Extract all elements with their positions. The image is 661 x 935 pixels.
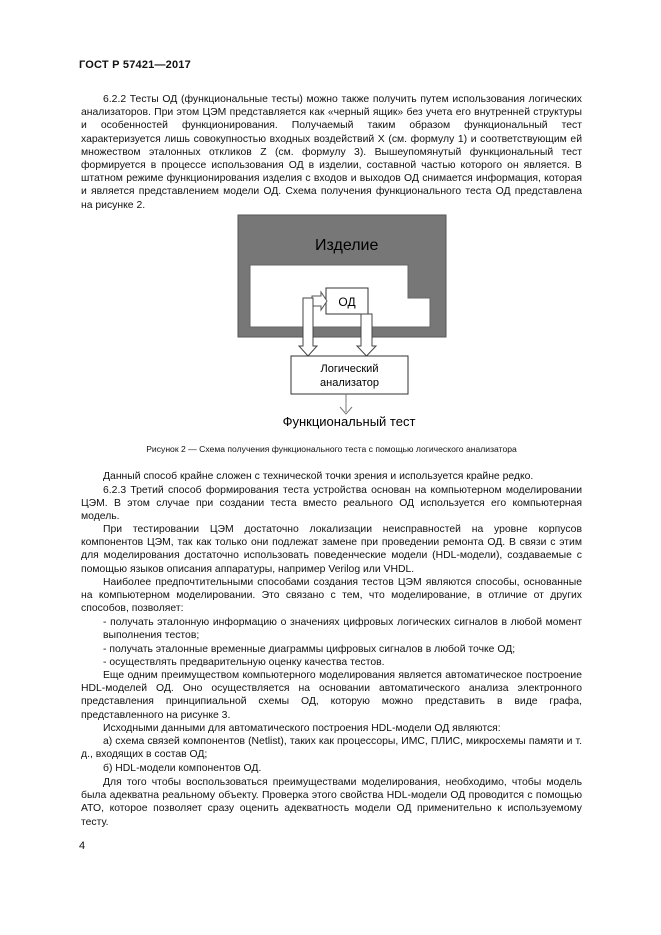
paragraph-difficulty: Данный способ крайне сложен с технической точки зрения и используется крайне редко. xyxy=(103,471,534,482)
bullet-reference-info: - получать эталонную информацию о значениях цифровых логических сигналов в любой момент выполнения тестов; xyxy=(103,617,582,642)
paragraph-6-2-3: 6.2.3 Третий способ формирования теста устройства основан на компьютерном моделировании ЦЭМ. В этом случае при создании теста вместо реального ОД используется его компьютерная модель. xyxy=(81,485,582,523)
functional-test-label: Функциональный тест xyxy=(282,414,416,429)
figure-2 xyxy=(230,210,470,432)
figure-caption: Рисунок 2 — Схема получения функционального теста с помощью логического анализатора xyxy=(146,444,517,454)
analyzer-label-line-2: анализатор xyxy=(320,377,379,389)
functional-test-diagram xyxy=(230,210,470,432)
list-item-hdl-models: б) HDL-модели компонентов ОД. xyxy=(103,763,262,774)
analyzer-label-line-1: Логический xyxy=(320,363,379,375)
page-number: 4 xyxy=(79,840,86,852)
paragraph-preferred-methods: Наиболее предпочтительными способами создания тестов ЦЭМ являются способы, основанные на компьютерном моделировании. Это связано с тем, что моделирование, в отличие от других способов, позволяет: xyxy=(81,577,582,615)
paragraph-hdl-advantage: Еще одним преимуществом компьютерного моделирования является автоматическое построение HDL-моделей ОД. Оно осуществляется на основании автоматического анализа электронного представления принципиальной схемы ОД, которую можно представить в виде графа, представленного на рисунке 3. xyxy=(81,670,582,721)
paragraph-adequacy: Для того чтобы воспользоваться преимуществами моделирования, необходимо, чтобы модель была адекватна реальному объекту. Проверка этого свойства HDL-модели ОД проводится с помощью АТО, которое позволяет сразу оценить адекватность модели ОД применительно к используемому тесту. xyxy=(81,777,582,828)
list-item-netlist: а) схема связей компонентов (Netlist), таких как процессоры, ИМС, ПЛИС, микросхемы памяти и т. д., входящих в состав ОД; xyxy=(81,736,582,761)
bullet-quality-estimate: - осуществлять предварительную оценку качества тестов. xyxy=(103,657,385,668)
paragraph-localization: При тестировании ЦЭМ достаточно локализации неисправностей на уровне корпусов компонентов ЦЭМ, так как только они подлежат замене при проведении ремонта ОД. В связи с этим для моделирования достаточно использовать поведенческие модели (HDL-модели), создаваемые с помощью языков описания аппаратуры, например Verilog или VHDL. xyxy=(81,524,582,575)
dut-label: ОД xyxy=(338,295,356,309)
document-header: ГОСТ Р 57421—2017 xyxy=(79,59,191,71)
bullet-timing-diagrams: - получать эталонные временные диаграммы цифровых сигналов в любой точке ОД; xyxy=(103,644,516,655)
paragraph-6-2-2: 6.2.2 Тесты ОД (функциональные тесты) можно также получить путем использования логических анализаторов. При этом ЦЭМ представляется как «черный ящик» без учета его внутренней структуры и особенностей функционирования. Получаемый таким образом функциональный тест характеризуется лишь совокупностью входных воздействий X (см. формулу 1) и соответствующим ей множеством эталонных откликов Z (см. формулу 3). Вышеупомянутый функциональный тест формируется в процессе использования ОД в изделии, составной частью которого он является. В штатном режиме функционирования изделия с входов и выходов ОД снимается информация, которая и является представлением модели ОД. Схема получения функционального теста ОД представлена на рисунке 2. xyxy=(81,94,582,211)
product-label: Изделие xyxy=(315,237,379,254)
paragraph-source-data: Исходными данными для автоматического построения HDL-модели ОД являются: xyxy=(103,723,501,734)
